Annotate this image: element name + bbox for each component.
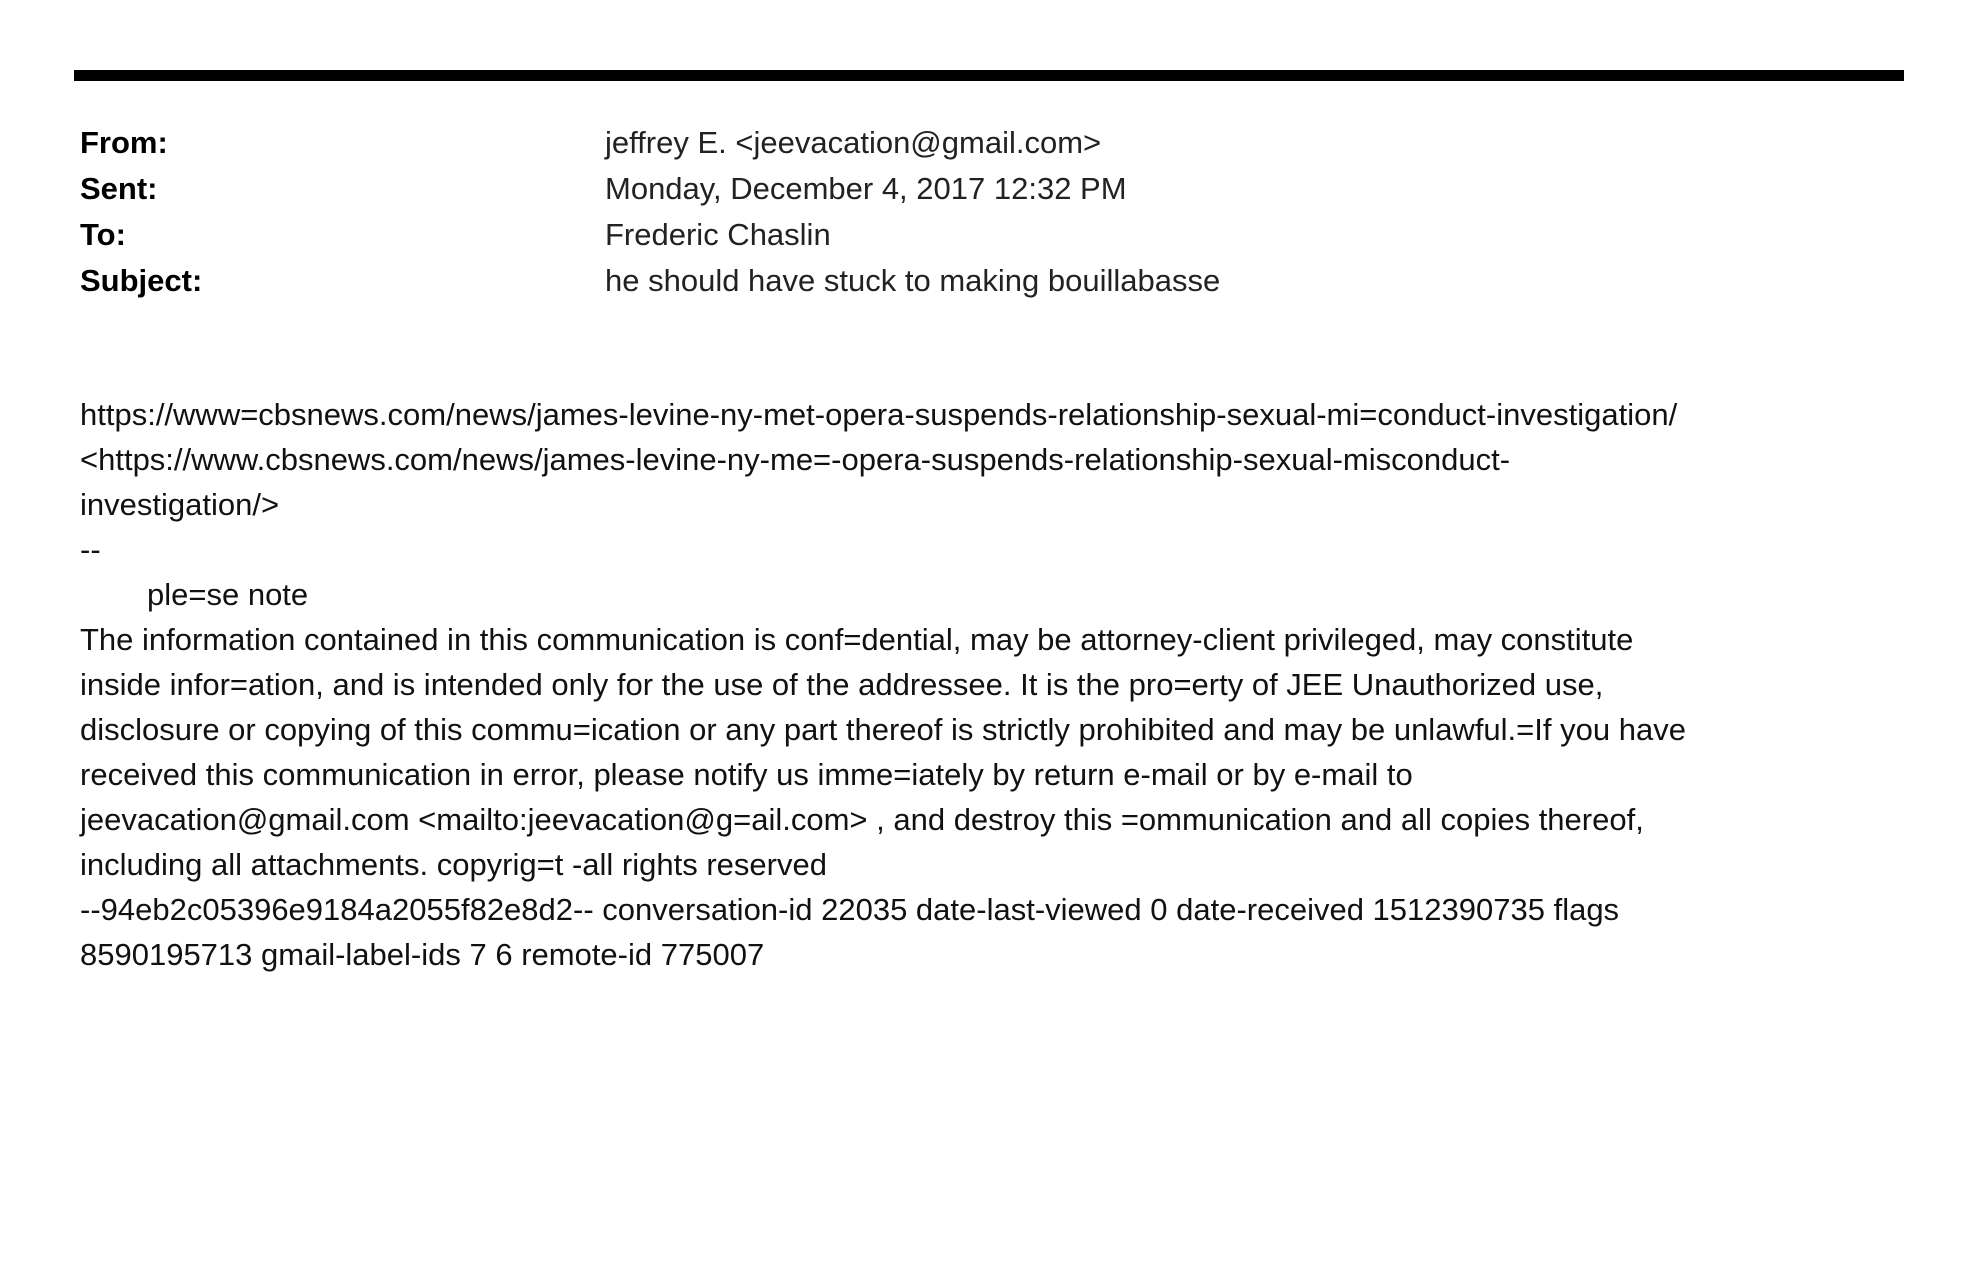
please-note-line: ple=se note [147, 577, 309, 612]
from-row [80, 120, 1880, 166]
email-body [80, 392, 1910, 977]
to-row [80, 212, 1880, 258]
signature-separator: -- [80, 532, 101, 567]
from-label: From: [80, 125, 168, 160]
to-value: Frederic Chaslin [605, 217, 831, 252]
email-header [80, 120, 1880, 304]
header-top-rule [74, 70, 1904, 81]
sent-row [80, 166, 1880, 212]
confidentiality-disclaimer: The information contained in this communication is conf=dential, may be attorney-client privileged, may constitute inside infor=ation, and is intended only for the use of the addressee. It is the pro=erty of JEE Unauthorized use, disclosure or copying of this commu=ication or any part thereof is strictly prohibited and may be unlawful.=If you have received this communication in error, please notify us imme=iately by return e-mail or by e-mail to jeevacation@gmail.com <mailto:jeevacation@g=ail.com> , and destroy this =ommunication and all copies thereof, including all attachments. copyrig=t -all rights reserved [80, 622, 1686, 882]
sent-value: Monday, December 4, 2017 12:32 PM [605, 171, 1127, 206]
message-metadata: --94eb2c05396e9184a2055f82e8d2-- conversation-id 22035 date-last-viewed 0 date-received 1512390735 flags 8590195713 gmail-label-ids 7 6 remote-id 775007 [80, 892, 1620, 972]
sent-label: Sent: [80, 171, 158, 206]
subject-row [80, 258, 1880, 304]
subject-label: Subject: [80, 263, 203, 298]
article-link-text: https://www=cbsnews.com/news/james-levine-ny-met-opera-suspends-relationship-sexual-mi=conduct-investigation/ <https://www.cbsnews.com/news/james-levine-ny-me=-opera-suspends-relationship-sexual-misconduct- investigation/> [80, 397, 1678, 522]
to-label: To: [80, 217, 126, 252]
from-value: jeffrey E. <jeevacation@gmail.com> [605, 125, 1102, 160]
subject-value: he should have stuck to making bouillabasse [605, 263, 1221, 298]
